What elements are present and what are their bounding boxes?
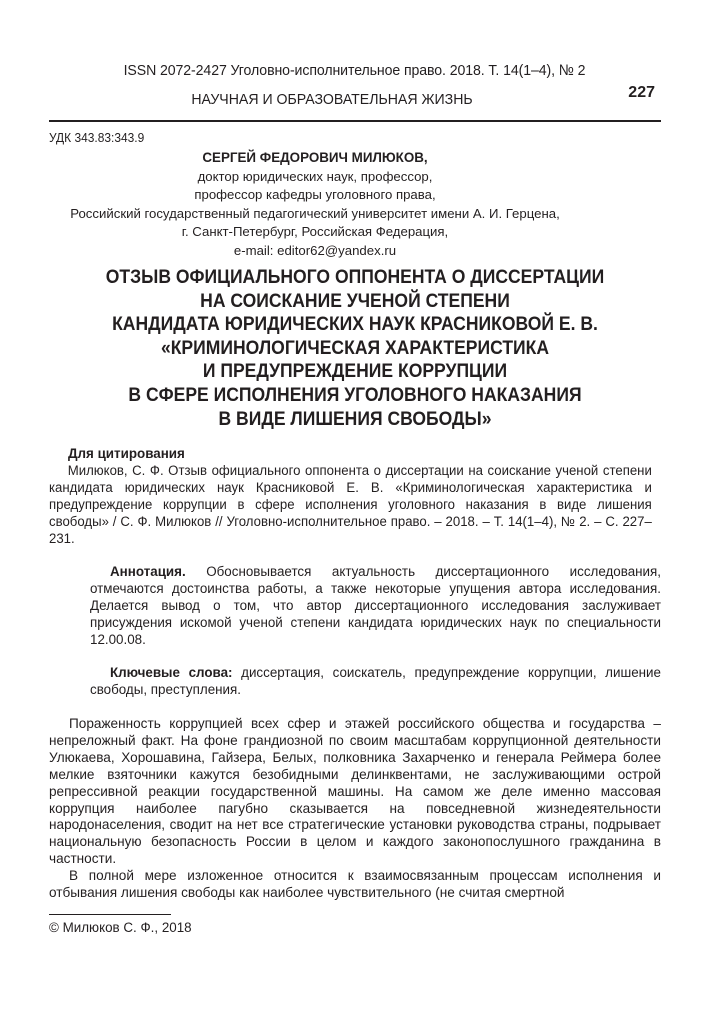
title-line: КАНДИДАТА ЮРИДИЧЕСКИХ НАУК КРАСНИКОВОЙ Е. В. — [112, 313, 598, 336]
running-header-section: НАУЧНАЯ И ОБРАЗОВАТЕЛЬНАЯ ЖИЗНЬ — [191, 91, 473, 108]
body-paragraph: Пораженность коррупцией всех сфер и этажей российского общества и государства – непреложный факт. На фоне грандиозной по своим масштабам коррупционной деятельности Улюкаева, Хорошавина, Гайзера, Белых, полковника Захарченко и генерала Реймера более мелкие взяточники кажутся безобидными делинквентами, не заслуживающими острой репрессивной реакции государственной машины. На самом же деле именно массовая коррупция наиболее пагубно сказывается на повседневной жизнедеятельности народонаселения, сводит на нет все стратегические установки руководства страны, подрывает национальную безопасность России в целом и каждого законопослушного гражданина в частности. — [49, 716, 661, 867]
author-location: г. Санкт-Петербург, Российская Федерация, — [181, 224, 449, 240]
copyright-footnote: © Милюков С. Ф., 2018 — [49, 920, 192, 935]
author-affiliation: Российский государственный педагогический университет имени А. И. Герцена, — [70, 205, 560, 221]
keywords-label: Ключевые слова: — [110, 665, 233, 680]
keywords — [90, 665, 661, 699]
citation-text: Милюков, С. Ф. Отзыв официального оппонента о диссертации на соискание ученой степени кандидата юридических наук Красниковой Е. В. «Криминологическая характеристика и предупреждение коррупции в сфере исполнения уголовного наказания в виде лишения свободы» / С. Ф. Милюков // Уголовно-исполнительное право. – 2018. – Т. 14(1–4), № 2. – С. 227–231. — [49, 463, 652, 546]
title-line: И ПРЕДУПРЕЖДЕНИЕ КОРРУПЦИИ — [202, 360, 508, 383]
annotation-text: Обосновывается актуальность диссертационного исследования, отмечаются достоинства работы, а также некоторые упущения автора исследования. Делается вывод о том, что автор диссертационного исследования заслуживает присуждения искомой ученой степени кандидата юридических наук по специальности 12.00.08. — [90, 564, 661, 647]
body-text — [49, 716, 661, 902]
running-header-journal: ISSN 2072-2427 Уголовно-исполнительное право. 2018. Т. 14(1–4), № 2 — [123, 62, 586, 79]
annotation-label: Аннотация. — [110, 564, 186, 579]
author-degree: доктор юридических наук, профессор, — [197, 168, 433, 184]
page-number: 227 — [628, 84, 655, 101]
udk-code: УДК 343.83:343.9 — [49, 130, 145, 145]
title-line: В СФЕРЕ ИСПОЛНЕНИЯ УГОЛОВНОГО НАКАЗАНИЯ — [128, 383, 582, 406]
header-rule — [49, 120, 661, 122]
author-email[interactable]: e-mail: editor62@yandex.ru — [233, 242, 397, 258]
footnote-rule — [49, 914, 171, 915]
title-line: В ВИДЕ ЛИШЕНИЯ СВОБОДЫ» — [218, 407, 492, 430]
keywords-text: диссертация, соискатель, предупреждение коррупции, лишение свободы, преступления. — [90, 665, 661, 697]
author-position: профессор кафедры уголовного права, — [194, 187, 436, 203]
annotation — [90, 564, 661, 649]
citation-heading: Для цитирования — [68, 446, 185, 461]
title-line: НА СОИСКАНИЕ УЧЕНОЙ СТЕПЕНИ — [200, 289, 510, 312]
body-paragraph: В полной мере изложенное относится к взаимосвязанным процессам исполнения и отбывания лишения свободы как наиболее чувствительного (не считая смертной — [49, 868, 661, 901]
article-title — [72, 266, 639, 431]
title-line: «КРИМИНОЛОГИЧЕСКАЯ ХАРАКТЕРИСТИКА — [160, 336, 550, 359]
author-block — [40, 149, 590, 261]
title-line: ОТЗЫВ ОФИЦИАЛЬНОГО ОППОНЕНТА О ДИССЕРТАЦИИ — [105, 266, 605, 288]
author-name: СЕРГЕЙ ФЕДОРОВИЧ МИЛЮКОВ, — [202, 150, 428, 165]
